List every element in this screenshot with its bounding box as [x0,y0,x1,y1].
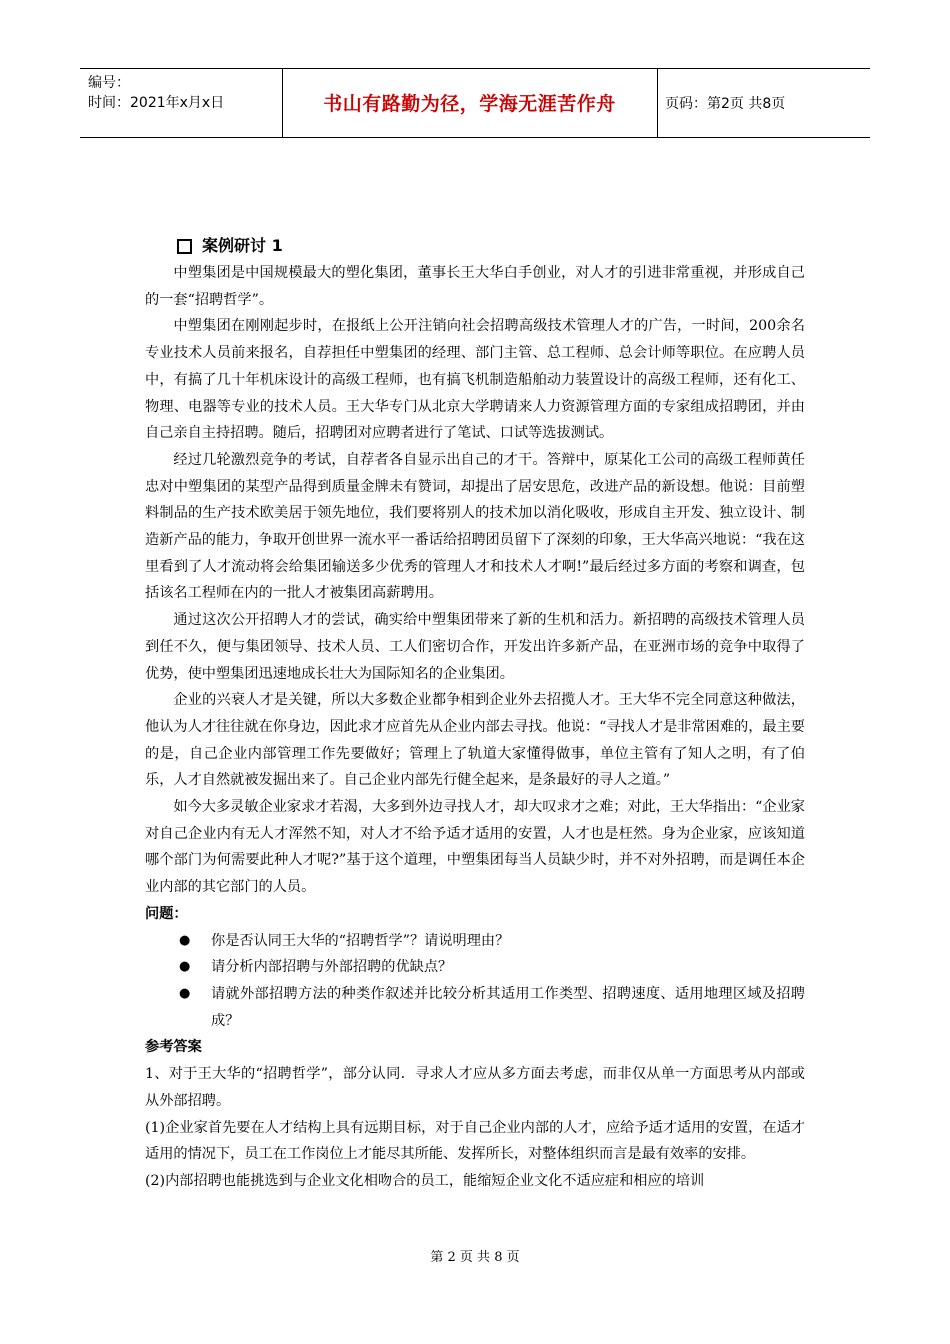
paragraph: 如今大多灵敏企业家求才若渴，大多到外边寻找人才，却大叹求才之难；对此，王大华指出：“企业家对自己企业内有无人才浑然不知，对人才不给予适才适用的安置，人才也是枉然。身为企业家，应该知道哪个部门为何需要此种人才呢?”基于这个道理，中塑集团每当人员缺少时，并不对外招聘，而是调任本企业内部的其它部门的人员。 [145,799,805,896]
header-page-info: 页码：第2页 共8页 [665,96,786,112]
page-footer: 第 2 页 共 8 页 [430,1250,520,1265]
section-title [177,232,805,260]
bullet-icon: ● [179,959,191,975]
list-item: ● 请就外部招聘方法的种类作叙述并比较分析其适用工作类型、招聘速度、适用地理区域及招聘成？ [179,981,805,1034]
list-item: ● 请分析内部招聘与外部招聘的优缺点？ [179,954,805,981]
paragraph: 中塑集团是中国规模最大的塑化集团，董事长王大华白手创业，对人才的引进非常重视，并形成自己的一套“招聘哲学”。 [145,265,805,308]
bullet-icon: ● [179,932,191,948]
paragraph: 中塑集团在刚刚起步时，在报纸上公开注销向社会招聘高级技术管理人才的广告，一时间，200余名专业技术人员前来报名，自荐担任中塑集团的经理、部门主管、总工程师、总会计师等职位。在应聘人员中，有搞了几十年机床设计的高级工程师，也有搞飞机制造船舶动力装置设计的高级工程师，还有化工、物理、电器等专业的技术人员。王大华专门从北京大学聘请来人力资源管理方面的专家组成招聘团，并由自己亲自主持招聘。随后，招聘团对应聘者进行了笔试、口试等选拔测试。 [145,318,805,442]
answer-heading: 参考答案 [145,1039,202,1056]
paragraph: 通过这次公开招聘人才的尝试，确实给中塑集团带来了新的生机和活力。新招聘的高级技术管理人员到任不久，便与集团领导、技术人员、工人们密切合作，开发出许多新产品，在亚洲市场的竞争中取得了优势，使中塑集团迅速地成长壮大为国际知名的企业集团。 [145,612,805,682]
section-title-text: 案例研讨 1 [202,235,283,255]
time-label: 时间：2021年x月x日 [88,95,225,111]
answer-paragraph: (1)企业家首先要在人才结构上具有远期目标，对于自己企业内部的人才，应给予适才适用的安置，在适才适用的情况下，员工在工作岗位上才能尽其所能、发挥所长，对整体组织而言是最有效率的安排。 [145,1119,805,1163]
header-meta [88,73,224,113]
header-divider [657,69,658,137]
document-body [145,232,805,1195]
list-item: ● 你是否认同王大华的“招聘哲学”？请说明理由？ [179,928,805,955]
checkbox-icon [177,239,192,254]
page-header [80,68,870,138]
bullet-icon: ● [179,985,191,1001]
answer-paragraph: (2)内部招聘也能挑选到与企业文化相吻合的员工，能缩短企业文化不适应症和相应的培训 [145,1172,705,1189]
paragraph: 企业的兴衰人才是关键，所以大多数企业都争相到企业外去招揽人才。王大华不完全同意这种做法，他认为人才往往就在你身边，因此求才应首先从企业内部去寻找。他说：“寻找人才是非常困难的，最主要的是，自己企业内部管理工作先要做好；管理上了轨道大家懂得做事，单位主管有了知人之明，有了伯乐，人才自然就被发掘出来了。自己企业内部先行健全起来，是条最好的寻人之道。” [145,692,805,789]
paragraph: 经过几轮激烈竞争的考试，自荐者各自显示出自己的才干。答辩中，原某化工公司的高级工程师黄任忠对中塑集团的某型产品得到质量金牌未有赞词，却提出了居安思危，改进产品的新设想。他说：目前塑料制品的生产技术欧美居于领先地位，我们要将别人的技术加以消化吸收，形成自主开发、独立设计、制造新产品的能力，争取开创世界一流水平一番话给招聘团员留下了深刻的印象，王大华高兴地说：“我在这里看到了人才流动将会给集团输送多少优秀的管理人才和技术人才啊!”最后经过多方面的考察和调查，包括该名工程师在内的一批人才被集团高薪聘用。 [145,451,805,602]
header-motto: 书山有路勤为径，学海无涯苦作舟 [323,93,616,115]
code-label: 编号： [88,75,130,91]
questions-list [145,928,805,1035]
answer-paragraph: 1、对于王大华的“招聘哲学”，部分认同．寻求人才应从多方面去考虑，而非仅从单一方面思考从内部或从外部招聘。 [145,1066,805,1109]
questions-heading: 问题： [145,905,188,922]
